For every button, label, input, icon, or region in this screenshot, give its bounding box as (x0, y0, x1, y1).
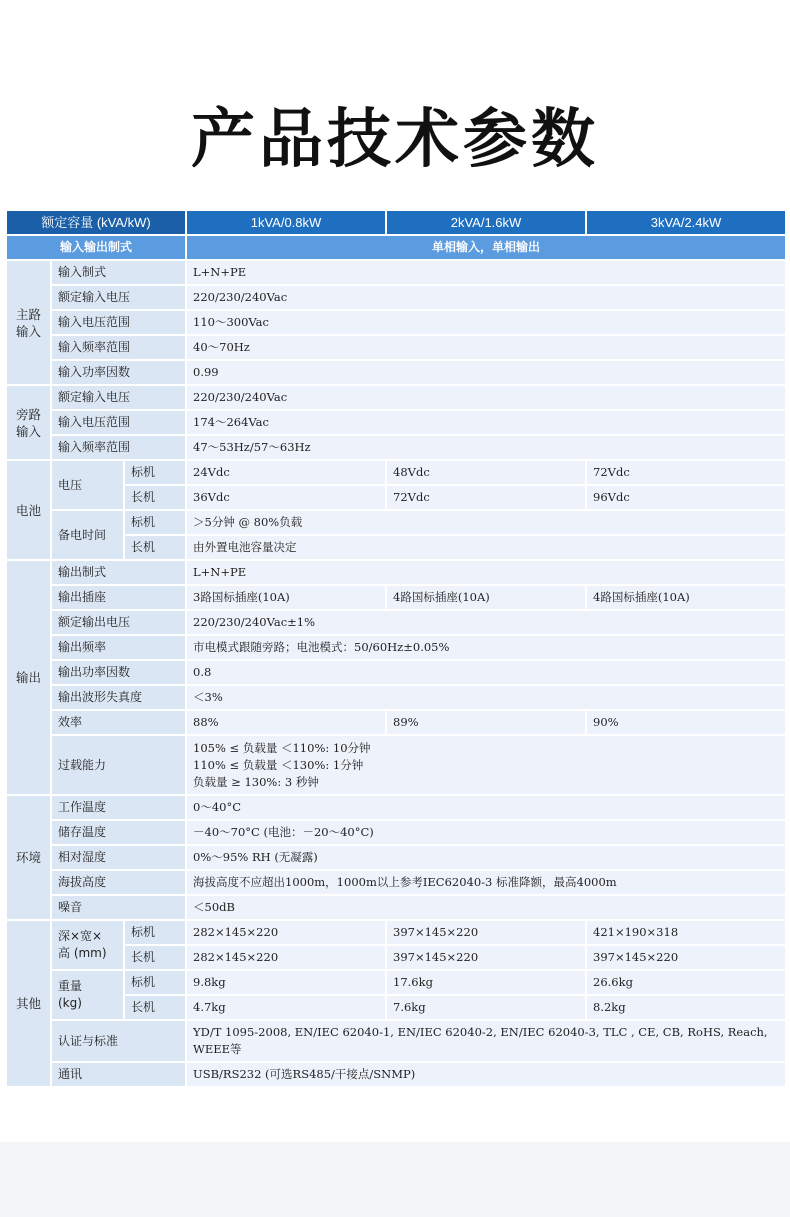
table-row (6, 560, 786, 585)
table-row (6, 1062, 786, 1087)
row-value: 220/230/240Vac (186, 285, 786, 310)
table-row (6, 820, 786, 845)
row-label: 额定输出电压 (51, 610, 186, 635)
row-value: 90% (586, 710, 786, 735)
standard-label: 标机 (124, 970, 186, 995)
row-value: USB/RS232 (可选RS485/干接点/SNMP) (186, 1062, 786, 1087)
row-value: 9.8kg (186, 970, 386, 995)
standard-label: 标机 (124, 460, 186, 485)
row-label: 过载能力 (51, 735, 186, 795)
row-value: 220/230/240Vac±1% (186, 610, 786, 635)
io-system-label: 输入输出制式 (6, 235, 186, 260)
row-value: 89% (386, 710, 586, 735)
table-header-row (6, 210, 786, 235)
row-value: 0～40°C (186, 795, 786, 820)
row-value: 7.6kg (386, 995, 586, 1020)
row-label: 效率 (51, 710, 186, 735)
row-value: 8.2kg (586, 995, 786, 1020)
row-label: 输入频率范围 (51, 335, 186, 360)
row-label: 输入功率因数 (51, 360, 186, 385)
table-row (6, 920, 786, 945)
row-label: 输出制式 (51, 560, 186, 585)
capacity-header: 额定容量 (kVA/kW) (6, 210, 186, 235)
table-row (6, 870, 786, 895)
table-row (6, 260, 786, 285)
row-value: 0%～95% RH (无凝露) (186, 845, 786, 870)
page-footer-band (0, 1142, 790, 1217)
overload-value (186, 735, 786, 795)
row-value: ＞5分钟 @ 80%负载 (186, 510, 786, 535)
row-value: 3路国标插座(10A) (186, 585, 386, 610)
long-label: 长机 (124, 945, 186, 970)
row-label: 输出功率因数 (51, 660, 186, 685)
long-label: 长机 (124, 535, 186, 560)
row-value: YD/T 1095-2008, EN/IEC 62040-1, EN/IEC 62040-2, EN/IEC 62040-3, TLC , CE, CB, RoHS, Reach, WEEE等 (186, 1020, 786, 1062)
table-row (6, 360, 786, 385)
row-value: 110～300Vac (186, 310, 786, 335)
table-row (6, 385, 786, 410)
row-value: 4路国标插座(10A) (386, 585, 586, 610)
row-value: 26.6kg (586, 970, 786, 995)
backup-time-label: 备电时间 (51, 510, 124, 560)
table-row (6, 285, 786, 310)
model-2-header: 2kVA/1.6kW (386, 210, 586, 235)
row-value: 96Vdc (586, 485, 786, 510)
table-row (6, 635, 786, 660)
row-value: 24Vdc (186, 460, 386, 485)
row-label: 输入电压范围 (51, 310, 186, 335)
bypass-input-group-label: 旁路 输入 (6, 385, 51, 460)
long-label: 长机 (124, 485, 186, 510)
row-value: L+N+PE (186, 560, 786, 585)
standard-label: 标机 (124, 510, 186, 535)
row-value: ＜50dB (186, 895, 786, 920)
table-row (6, 335, 786, 360)
battery-group-label: 电池 (6, 460, 51, 560)
row-value: 220/230/240Vac (186, 385, 786, 410)
model-1-header: 1kVA/0.8kW (186, 210, 386, 235)
row-label: 输入频率范围 (51, 435, 186, 460)
row-value: 282×145×220 (186, 945, 386, 970)
spec-table (5, 209, 787, 1088)
row-label: 输出插座 (51, 585, 186, 610)
table-row (6, 735, 786, 795)
row-label: 输入电压范围 (51, 410, 186, 435)
row-label: 噪音 (51, 895, 186, 920)
long-label: 长机 (124, 995, 186, 1020)
row-value: 4路国标插座(10A) (586, 585, 786, 610)
row-label: 相对湿度 (51, 845, 186, 870)
row-value: 421×190×318 (586, 920, 786, 945)
row-value: 40～70Hz (186, 335, 786, 360)
row-value: 47～53Hz/57～63Hz (186, 435, 786, 460)
table-row (6, 970, 786, 995)
row-value: 48Vdc (386, 460, 586, 485)
table-row (6, 510, 786, 535)
row-value: L+N+PE (186, 260, 786, 285)
row-value: 88% (186, 710, 386, 735)
battery-voltage-label: 电压 (51, 460, 124, 510)
table-row (6, 1020, 786, 1062)
other-group-label: 其他 (6, 920, 51, 1087)
row-value: 0.8 (186, 660, 786, 685)
page-title: 产品技术参数 (191, 103, 599, 177)
row-value: －40～70°C (电池：－20～40°C) (186, 820, 786, 845)
overload-line: 110% ≤ 负载量 ＜130%: 1分钟 (193, 757, 364, 772)
row-value: 4.7kg (186, 995, 386, 1020)
row-value: 72Vdc (586, 460, 786, 485)
row-label: 海拔高度 (51, 870, 186, 895)
table-row (6, 845, 786, 870)
row-label: 额定输入电压 (51, 385, 186, 410)
table-row (6, 460, 786, 485)
output-group-label: 输出 (6, 560, 51, 795)
row-value: 由外置电池容量决定 (186, 535, 786, 560)
row-value: 397×145×220 (386, 920, 586, 945)
table-row (6, 685, 786, 710)
dimension-label: 深×宽× 高 (mm) (51, 920, 124, 970)
table-row (6, 435, 786, 460)
io-system-row (6, 235, 786, 260)
table-row (6, 310, 786, 335)
overload-line: 105% ≤ 负载量 ＜110%: 10分钟 (193, 740, 371, 755)
table-row (6, 660, 786, 685)
row-label: 输出波形失真度 (51, 685, 186, 710)
row-value: 397×145×220 (386, 945, 586, 970)
row-label: 认证与标准 (51, 1020, 186, 1062)
row-label: 工作温度 (51, 795, 186, 820)
row-value: 282×145×220 (186, 920, 386, 945)
table-row (6, 795, 786, 820)
row-label: 通讯 (51, 1062, 186, 1087)
row-value: 市电模式跟随旁路；电池模式：50/60Hz±0.05% (186, 635, 786, 660)
table-row (6, 610, 786, 635)
row-label: 储存温度 (51, 820, 186, 845)
row-value: ＜3% (186, 685, 786, 710)
row-value: 海拔高度不应超出1000m，1000m以上参考IEC62040-3 标准降额，最高4000m (186, 870, 786, 895)
row-value: 174～264Vac (186, 410, 786, 435)
model-3-header: 3kVA/2.4kW (586, 210, 786, 235)
row-value: 36Vdc (186, 485, 386, 510)
row-label: 输入制式 (51, 260, 186, 285)
standard-label: 标机 (124, 920, 186, 945)
row-value: 72Vdc (386, 485, 586, 510)
table-row (6, 710, 786, 735)
table-row (6, 895, 786, 920)
row-value: 397×145×220 (586, 945, 786, 970)
table-row (6, 585, 786, 610)
row-label: 额定输入电压 (51, 285, 186, 310)
weight-label: 重量 (kg) (51, 970, 124, 1020)
environment-group-label: 环境 (6, 795, 51, 920)
row-value: 17.6kg (386, 970, 586, 995)
overload-line: 负载量 ≥ 130%: 3 秒钟 (193, 774, 319, 789)
row-value: 0.99 (186, 360, 786, 385)
main-input-group-label: 主路 输入 (6, 260, 51, 385)
io-system-value: 单相输入，单相输出 (186, 235, 786, 260)
table-row (6, 410, 786, 435)
row-label: 输出频率 (51, 635, 186, 660)
